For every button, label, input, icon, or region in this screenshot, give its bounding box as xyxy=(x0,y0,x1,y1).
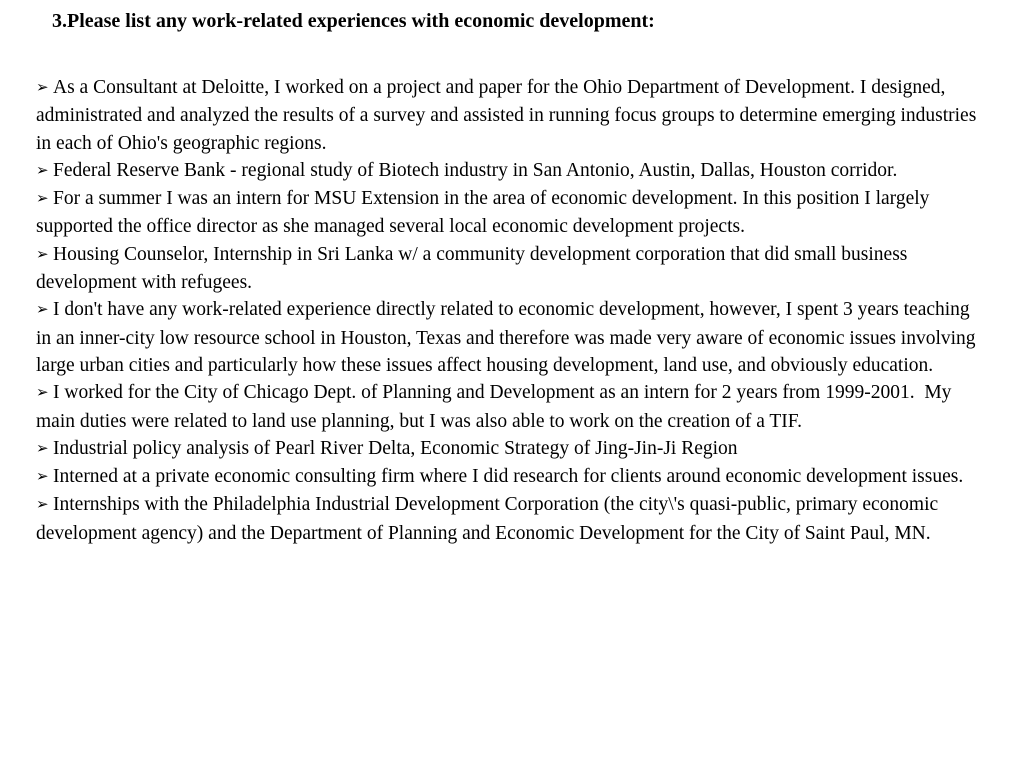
answer-item xyxy=(36,74,986,157)
arrow-bullet-icon: ➢ xyxy=(36,467,49,486)
question-heading: 3.Please list any work-related experiences with economic development: xyxy=(52,10,655,32)
answer-item xyxy=(36,157,986,185)
answer-text: Interned at a private economic consulting firm where I did research for clients around economic development issues. xyxy=(53,466,964,488)
answer-text: Federal Reserve Bank - regional study of Biotech industry in San Antonio, Austin, Dallas, Houston corridor. xyxy=(53,159,898,181)
arrow-bullet-icon: ➢ xyxy=(36,495,49,514)
arrow-bullet-icon: ➢ xyxy=(36,78,49,96)
arrow-bullet-icon: ➢ xyxy=(36,189,49,208)
answer-list xyxy=(36,74,986,547)
answer-item xyxy=(36,435,986,463)
answer-text: As a Consultant at Deloitte, I worked on a project and paper for the Ohio Department of Development. I designed, administrated and analyzed the results of a survey and assisted in running focus groups to determine emerging industries in each of Ohio's geographic regions. xyxy=(36,77,977,154)
answer-text: Internships with the Philadelphia Industrial Development Corporation (the city\'s quasi-public, primary economic development agency) and the Department of Planning and Economic Development for the City of Saint Paul, MN. xyxy=(36,494,939,544)
arrow-bullet-icon: ➢ xyxy=(36,300,49,319)
arrow-bullet-icon: ➢ xyxy=(36,383,49,402)
answer-text: I worked for the City of Chicago Dept. of Planning and Development as an intern for 2 years from 1999-2001. My main duties were related to land use planning, but I was also able to work on the creation of a TIF. xyxy=(36,382,957,432)
arrow-bullet-icon: ➢ xyxy=(36,160,49,179)
arrow-bullet-icon: ➢ xyxy=(36,438,49,457)
answer-item xyxy=(36,463,986,491)
answer-text: I don't have any work-related experience directly related to economic development, however, I spent 3 years teaching in an inner-city low resource school in Houston, Texas and therefore was made very aware of economic issues involving large urban cities and particularly how these issues affect housing development, land use, and obviously education. xyxy=(36,299,976,376)
answer-item xyxy=(36,241,986,297)
answer-item xyxy=(36,491,986,547)
answer-item xyxy=(36,296,986,379)
answer-text: Housing Counselor, Internship in Sri Lanka w/ a community development corporation that did small business development with refugees. xyxy=(36,243,908,294)
answer-text: For a summer I was an intern for MSU Extension in the area of economic development. In this position I largely supported the office director as she managed several local economic development projects. xyxy=(36,188,930,238)
answer-item xyxy=(36,379,986,435)
answer-item xyxy=(36,185,986,241)
arrow-bullet-icon: ➢ xyxy=(36,244,49,263)
answer-text: Industrial policy analysis of Pearl River Delta, Economic Strategy of Jing-Jin-Ji Region xyxy=(53,437,738,459)
